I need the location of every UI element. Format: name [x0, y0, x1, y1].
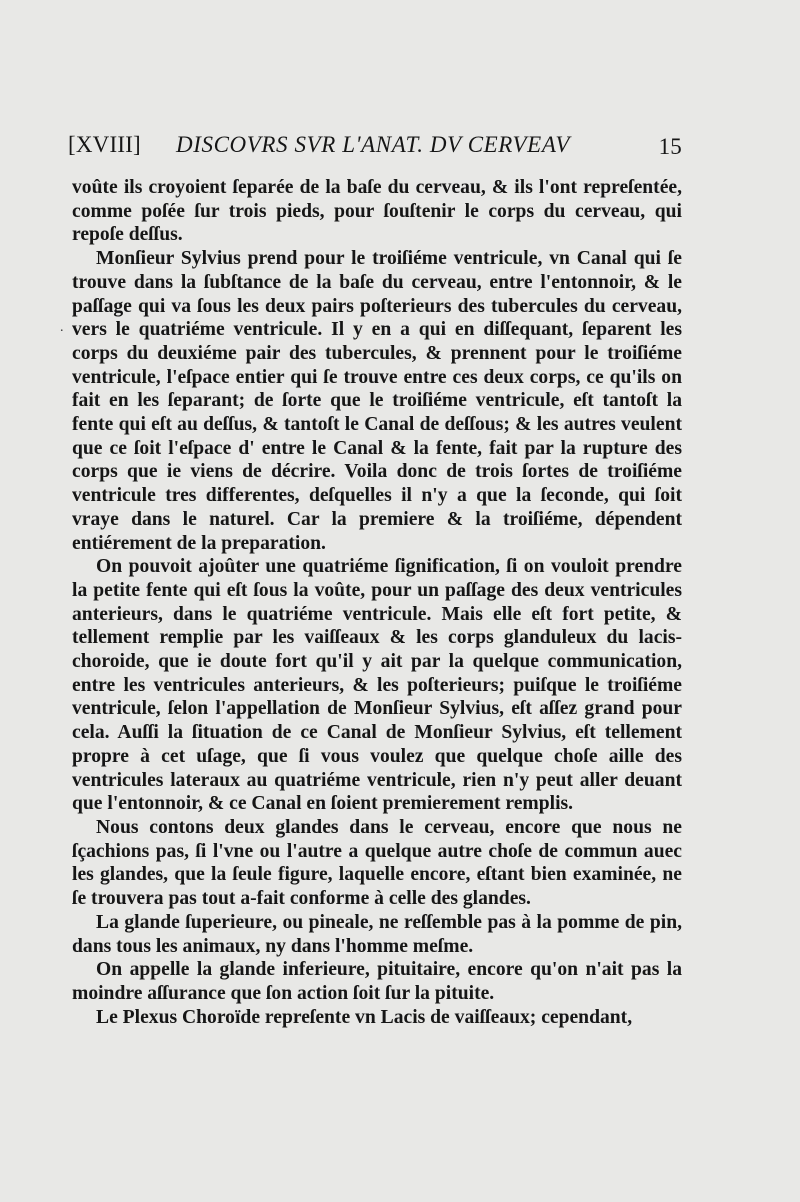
paragraph-pituitary-gland: On appelle la glande inferieure, pituitaire, encore qu'on n'ait pas la moindre aſſurance que ſon action ſoit ſur la pituite. [72, 959, 682, 1004]
paragraph-fourth-signification: On pouvoit ajoûter une quatriéme ſignification, ſi on vouloit prendre la petite fente qui eſt ſous la voûte, pour un paſſage des deux ventricules anterieurs, dans le quatriéme ventricule. Mais elle eſt fort petite, & tellement remplie par les vaiſſeaux & les corps glanduleux du lacis-choroide, que ie doute fort qu'il y ait par la quelque communication, entre les ventricules anterieurs, & les poſterieurs; puiſque le troiſiéme ventricule, ſelon l'appellation de Monſieur Sylvius, eſt aſſez grand pour cela. Auſſi la ſituation de ce Canal de Monſieur Sylvius, eſt tellement propre à cet uſage, que ſi vous voulez que quelque choſe aille des ventricules lateraux au quatriéme ventricule, rien n'y peut aller deuant que l'entonnoir, & ce Canal en ſoient premierement remplis. [72, 556, 682, 815]
paragraph-pineal-gland: La glande ſuperieure, ou pineale, ne reſſemble pas à la pomme de pin, dans tous les animaux, ny dans l'homme meſme. [72, 911, 682, 957]
paragraph-third-ventricle: Monſieur Sylvius prend pour le troiſiéme ventricule, vn Canal qui ſe trouve dans la ſubſtance de la baſe du cerveau, entre l'entonnoir, & le paſſage qui va ſous les deux pairs poſterieurs des tubercules du cerveau, vers le quatriéme ventricule. Il y en a qui en diſſequant, ſeparent les corps du deuxiéme pair des tubercules, & prennent pour le troiſiéme ventricule, l'eſpace entier qui ſe trouve entre ces deux corps, ce qu'ils on fait en les ſeparant; de ſorte que le troiſiéme ventricule, eſt tantoſt la fente qui eſt au deſſus, & tantoſt le Canal de deſſous; & les autres veulent que ce ſoit l'eſpace d' entre le Canal & la fente, fait par la rupture des corps que ie viens de décrire. Voila donc de trois ſortes de troiſiéme ventricule tres differentes, deſquelles il n'y a que la ſeconde, qui ſoit vraye dans le naturel. Car la premiere & la troiſiéme, dépendent entiérement de la preparation. [72, 248, 682, 554]
running-title: DISCOVRS SVR L'ANAT. DV CERVEAV [176, 132, 570, 157]
page-number: 15 [658, 134, 682, 159]
margin-dot: . [60, 320, 64, 335]
page-header [68, 132, 682, 164]
section-number: [XVIII] [68, 132, 141, 157]
paragraph-two-glands: Nous contons deux glandes dans le cerveau, encore que nous ne ſçachions pas, ſi l'vne ou l'autre a quelque autre choſe de commun auec les glandes, que la ſeule figure, laquelle encore, eſtant bien examinée, ne ſe trouvera pas tout a-fait conforme à celle des glandes. [72, 816, 682, 910]
paragraph-plexus-choroide: Le Plexus Choroïde repreſente vn Lacis de vaiſſeaux; cependant, [96, 1006, 633, 1028]
paragraph-continuation: voûte ils croyoient ſeparée de la baſe du cerveau, & ils l'ont repreſentée, comme poſée ſur trois pieds, pour ſouſtenir le corps du cerveau, qui repoſe deſſus. [72, 177, 682, 246]
body-text [72, 176, 682, 1029]
